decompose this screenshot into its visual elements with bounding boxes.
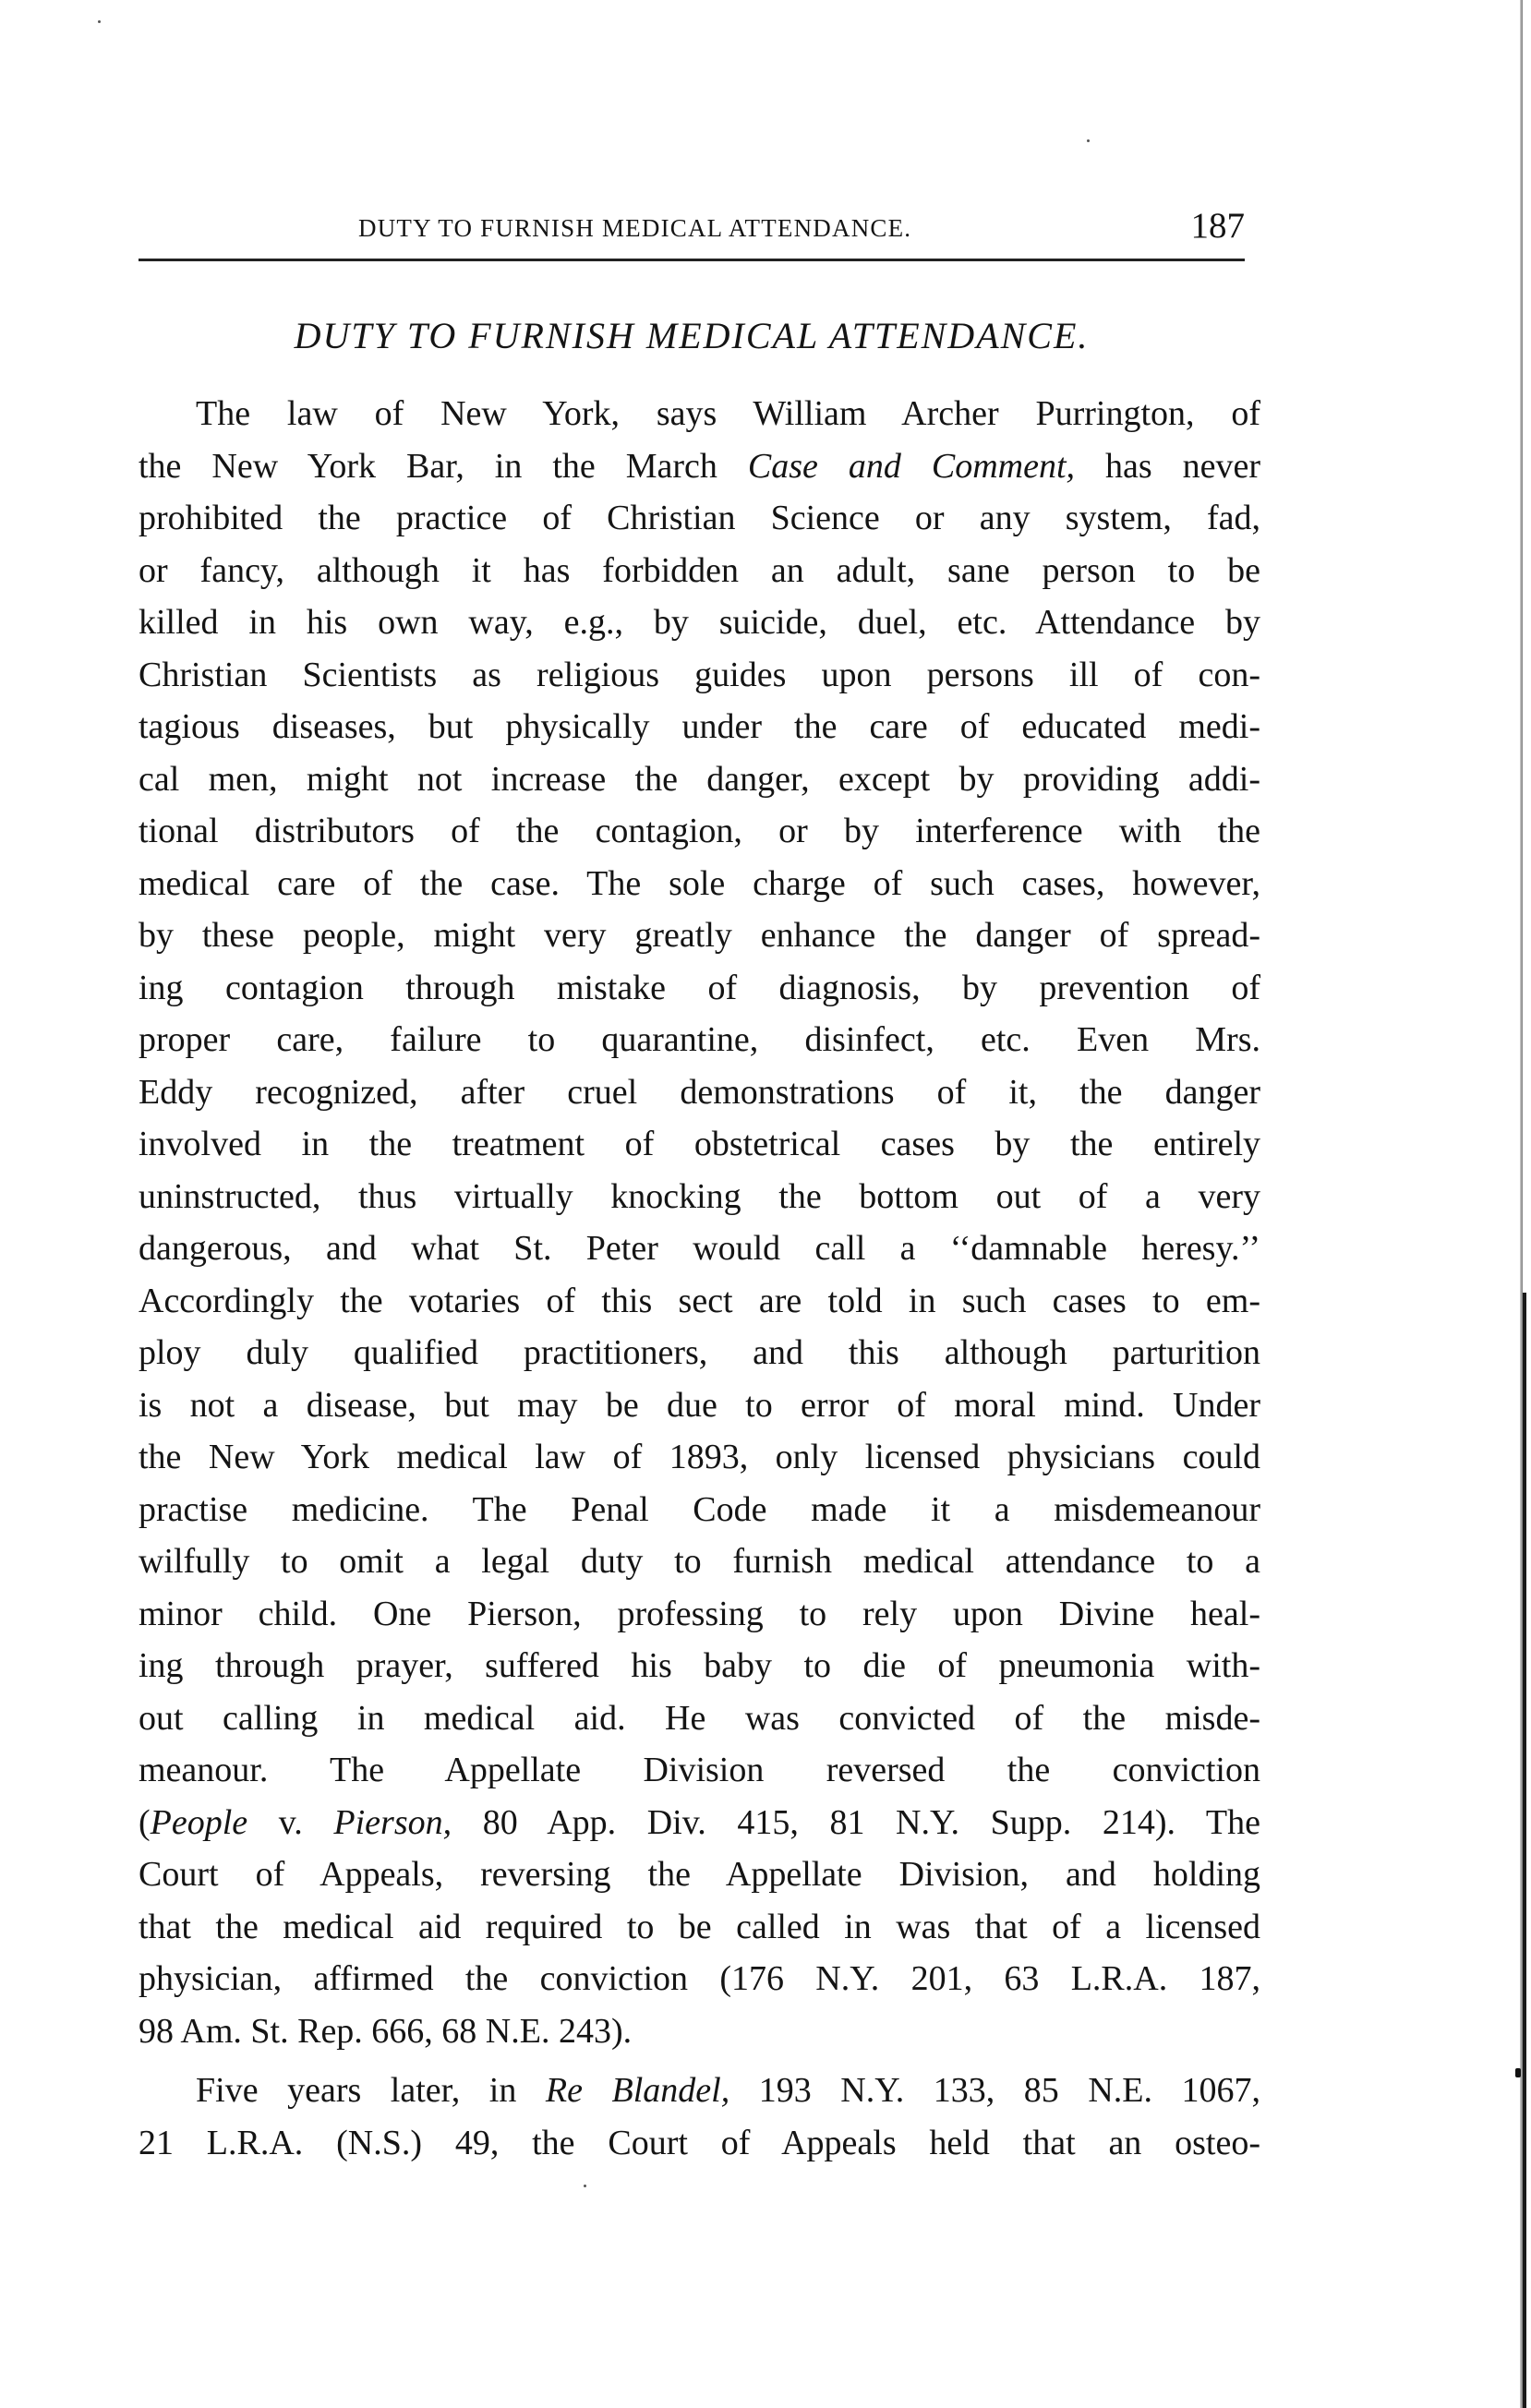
- text-line: [139, 2065, 1260, 2117]
- text-line: ing through prayer, suffered his baby to die of pneumonia with-: [139, 1646, 1260, 1685]
- text-line: [139, 1797, 1260, 1849]
- text-line: involved in the treatment of obstetrical cases by the entirely: [139, 1125, 1260, 1163]
- text-line: practise medicine. The Penal Code made it a misdemeanour: [139, 1489, 1260, 1529]
- italic-citation: Pierson,: [333, 1802, 452, 1842]
- text-line: or fancy, although it has forbidden an adult, sane person to be: [139, 550, 1260, 590]
- running-head: [139, 205, 1245, 249]
- body-text: [139, 388, 1260, 2169]
- header-rule: [139, 259, 1245, 261]
- text-line: is not a disease, but may be due to error of moral mind. Under: [139, 1385, 1260, 1425]
- text-line: Court of Appeals, reversing the Appellate Division, and holding: [139, 1855, 1260, 1894]
- text-segment: 80 App. Div. 415, 81 N.Y. Supp. 214). The: [452, 1802, 1260, 1842]
- text-line: wilfully to omit a legal duty to furnish medical attendance to a: [139, 1542, 1260, 1581]
- text-line: Christian Scientists as religious guides upon persons ill of con-: [139, 655, 1260, 694]
- text-line: 98 Am. St. Rep. 666, 68 N.E. 243).: [139, 2011, 633, 2051]
- text-segment: 193 N.Y. 133, 85 N.E. 1067,: [729, 2071, 1261, 2110]
- text-line: ploy duly qualified practitioners, and this although parturition: [139, 1333, 1260, 1372]
- edge-mark: [1515, 2068, 1521, 2077]
- text-line: out calling in medical aid. He was convicted of the misde-: [139, 1698, 1260, 1738]
- text-line: minor child. One Pierson, professing to rely upon Divine heal-: [139, 1594, 1260, 1633]
- text-segment: (: [139, 1802, 151, 1842]
- text-line: dangerous, and what St. Peter would call a ‘‘damnable heresy.’’: [139, 1229, 1260, 1268]
- text-line: Accordingly the votaries of this sect are told in such cases to em-: [139, 1281, 1260, 1320]
- text-line: the New York medical law of 1893, only licensed physicians could: [139, 1438, 1260, 1476]
- page-number: 187: [1190, 206, 1245, 246]
- page-edge-binding: [1523, 1293, 1526, 2408]
- paper-speck: [1087, 139, 1090, 142]
- text-line: tagious diseases, but physically under the care of educated medi-: [139, 707, 1260, 746]
- paragraph-gap: [139, 2057, 1260, 2065]
- text-segment: v.: [247, 1802, 334, 1842]
- text-line: proper care, failure to quarantine, disinfect, etc. Even Mrs.: [139, 1020, 1260, 1059]
- text-segment: has never: [1075, 446, 1260, 486]
- text-segment: Five years later, in: [196, 2071, 546, 2110]
- text-line: 21 L.R.A. (N.S.) 49, the Court of Appeals held that an osteo-: [139, 2123, 1260, 2162]
- text-line: uninstructed, thus virtually knocking the bottom out of a very: [139, 1176, 1260, 1216]
- italic-citation: Re Blandel,: [545, 2071, 730, 2110]
- paper-speck: [584, 2185, 586, 2187]
- text-line: tional distributors of the contagion, or by interference with the: [139, 812, 1260, 850]
- section-heading: DUTY TO FURNISH MEDICAL ATTENDANCE.: [294, 315, 1090, 356]
- text-line: prohibited the practice of Christian Science or any system, fad,: [139, 499, 1260, 537]
- text-line: physician, affirmed the conviction (176 N.Y. 201, 63 L.R.A. 187,: [139, 1959, 1260, 1998]
- text-line: meanour. The Appellate Division reversed the conviction: [139, 1751, 1260, 1789]
- text-line: Eddy recognized, after cruel demonstrations of it, the danger: [139, 1072, 1260, 1112]
- text-line: killed in his own way, e.g., by suicide, duel, etc. Attendance by: [139, 603, 1260, 642]
- text-line: [139, 440, 1260, 493]
- text-line: The law of New York, says William Archer Purrington, of: [196, 394, 1260, 433]
- text-line: that the medical aid required to be called in was that of a licensed: [139, 1907, 1260, 1946]
- text-segment: the New York Bar, in the March: [139, 446, 748, 486]
- text-line: cal men, might not increase the danger, except by providing addi-: [139, 759, 1260, 799]
- running-head-title: DUTY TO FURNISH MEDICAL ATTENDANCE.: [358, 214, 912, 242]
- text-line: by these people, might very greatly enhance the danger of spread-: [139, 916, 1260, 955]
- italic-citation: People: [150, 1802, 248, 1842]
- paper-speck: [98, 20, 101, 23]
- text-line: medical care of the case. The sole charge of such cases, however,: [139, 863, 1260, 903]
- text-line: ing contagion through mistake of diagnosis, by prevention of: [139, 968, 1260, 1007]
- italic-citation: Case and Comment,: [747, 446, 1075, 486]
